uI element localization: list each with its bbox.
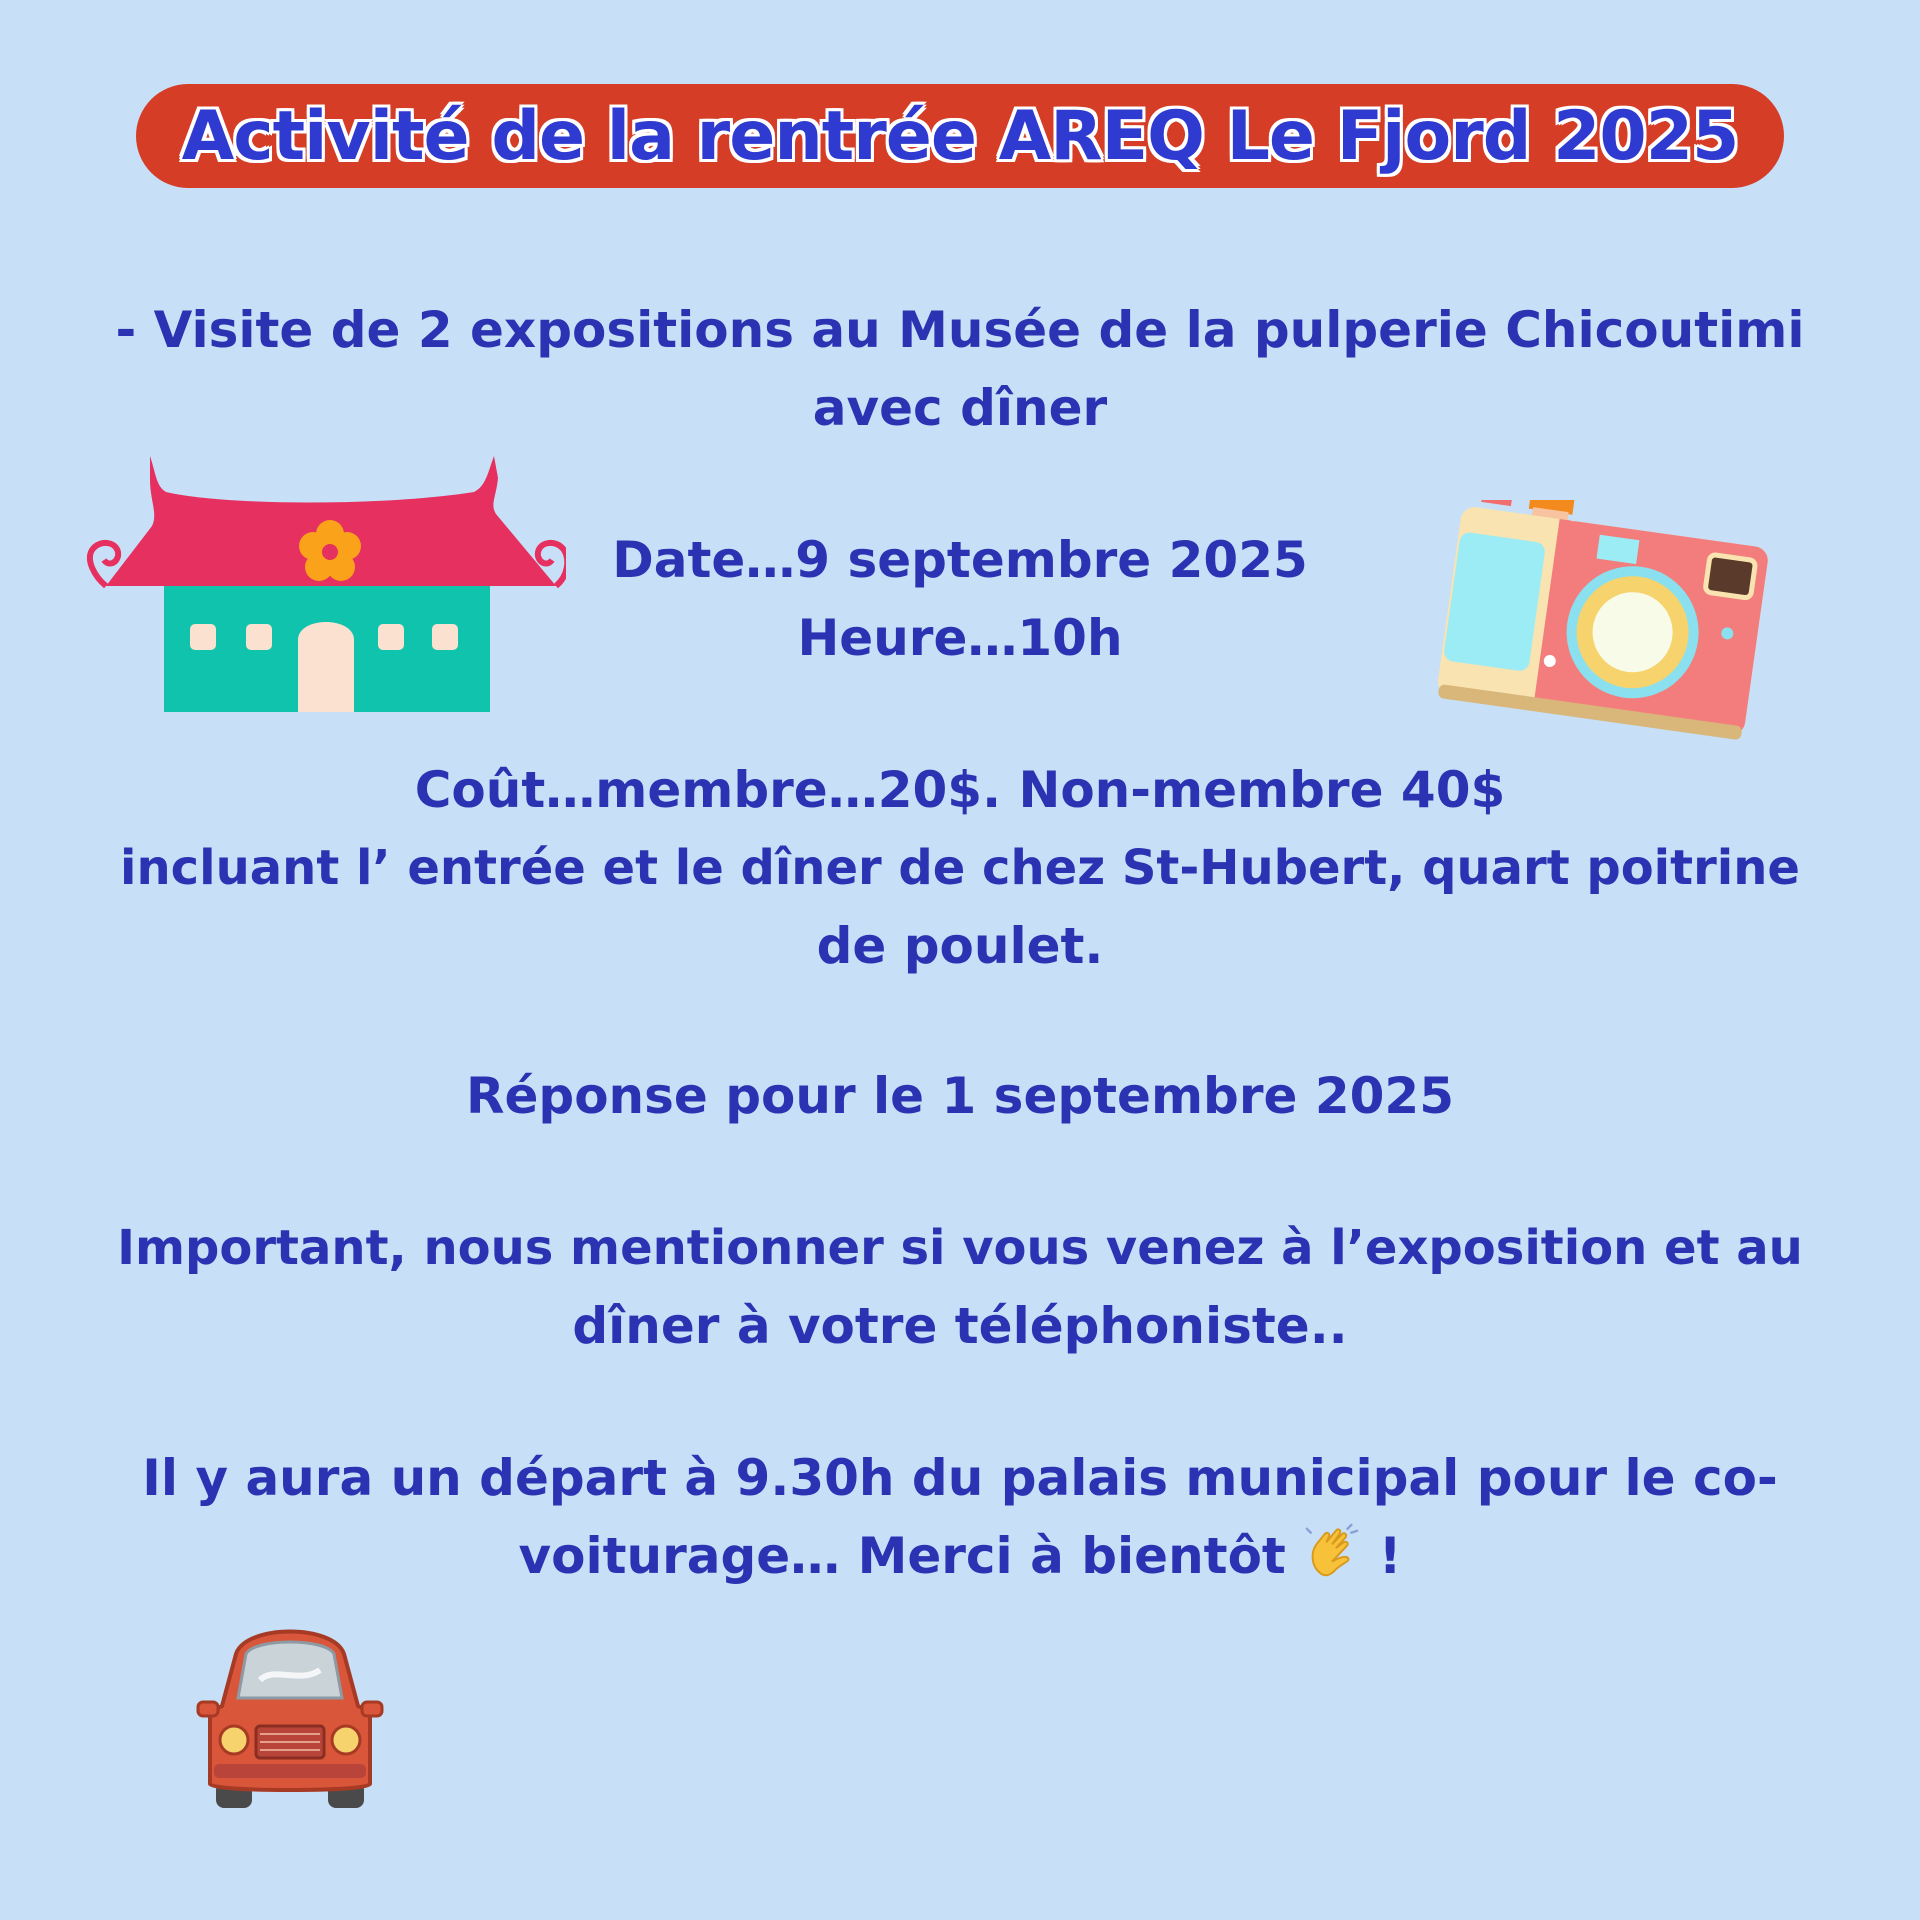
- important-line-2: dîner à votre téléphoniste..: [572, 1297, 1348, 1355]
- departure-text: voiturage… Merci à bientôt: [518, 1527, 1286, 1585]
- car-icon: [190, 1614, 390, 1814]
- time-line: Heure…10h: [797, 609, 1123, 667]
- page-title: Activité de la rentrée AREQ Le Fjord 2025: [181, 96, 1739, 176]
- departure-line-1: Il y aura un départ à 9.30h du palais municipal pour le co-: [142, 1449, 1778, 1507]
- date-line: Date…9 septembre 2025: [612, 531, 1308, 589]
- departure-line-2: [0, 1518, 1920, 1594]
- pagoda-house-icon: [86, 456, 566, 712]
- visit-line-1: - Visite de 2 expositions au Musée de la pulperie Chicoutimi: [115, 301, 1805, 359]
- waving-hand-icon: [1303, 1527, 1378, 1585]
- title-banner: [136, 84, 1784, 188]
- including-line-2: de poulet.: [816, 917, 1104, 975]
- response-line: Réponse pour le 1 septembre 2025: [466, 1067, 1454, 1125]
- visit-line-2: avec dîner: [812, 379, 1108, 437]
- including-line-1: incluant l’ entrée et le dîner de chez St-Hubert, quart poitrine: [120, 840, 1800, 896]
- departure-end: !: [1378, 1527, 1402, 1585]
- camera-icon: [1438, 500, 1768, 740]
- important-line-1: Important, nous mentionner si vous venez à l’exposition et au: [117, 1220, 1803, 1276]
- cost-line: Coût…membre…20$. Non-membre 40$: [414, 761, 1506, 819]
